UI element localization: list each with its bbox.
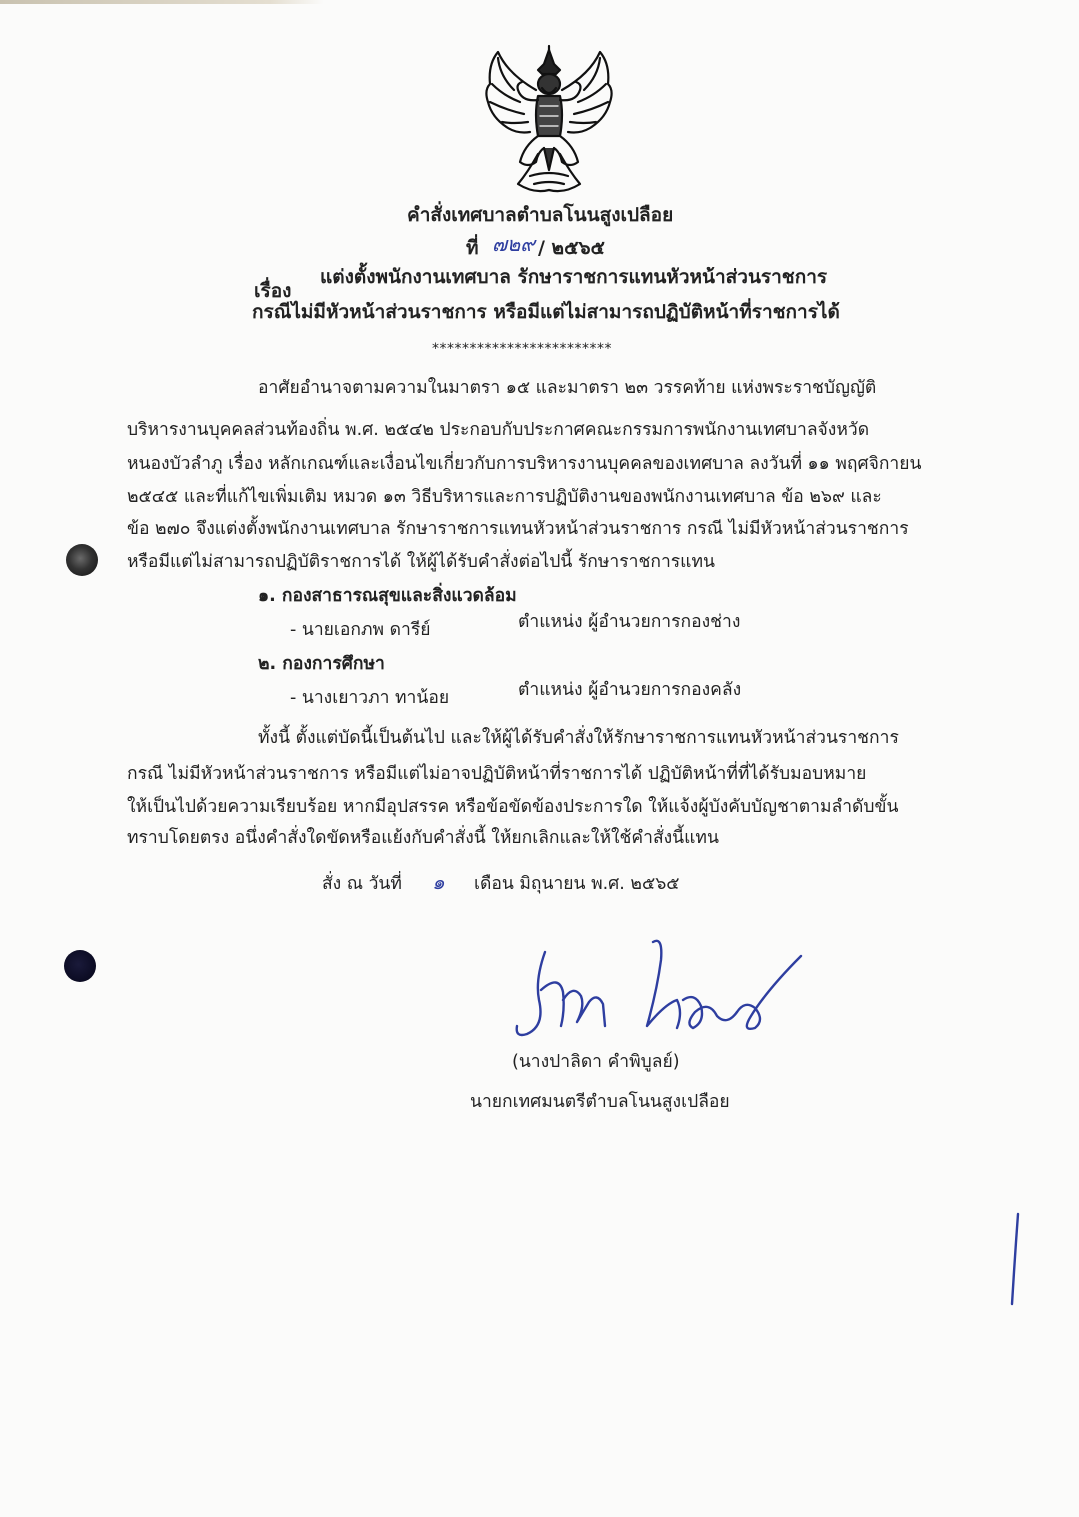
item-heading: ๒. กองการศึกษา	[258, 654, 385, 674]
date-month-year: เดือน มิถุนายน พ.ศ. ๒๕๖๕	[474, 874, 680, 894]
order-number-suffix: / ๒๕๖๕	[538, 237, 605, 259]
para2-line: ให้เป็นไปด้วยความเรียบร้อย หากมีอุปสรรค หรือข้อขัดข้องประการใด ให้แจ้งผู้บังคับบัญชาตามลำดับขั้น	[127, 797, 899, 817]
item-position: ตำแหน่ง ผู้อำนวยการกองช่าง	[518, 612, 741, 632]
subject-label: เรื่อง	[254, 280, 292, 302]
scan-edge	[0, 0, 1079, 4]
order-number-prefix: ที่	[466, 237, 479, 259]
garuda-emblem	[478, 44, 620, 196]
para1-line: หนองบัวลำภู เรื่อง หลักเกณฑ์และเงื่อนไขเกี่ยวกับการบริหารงานบุคคลของเทศบาล ลงวันที่ ๑๑ พฤศจิกายน	[127, 454, 922, 474]
signatory-name: (นางปาลิดา คำพิบูลย์)	[512, 1052, 680, 1072]
para2-line: ทราบโดยตรง อนึ่งคำสั่งใดขัดหรือแย้งกับคำสั่งนี้ ให้ยกเลิกและให้ใช้คำสั่งนี้แทน	[127, 828, 719, 848]
para2-line: กรณี ไม่มีหัวหน้าส่วนราชการ หรือมีแต่ไม่อาจปฏิบัติหน้าที่ราชการได้ ปฏิบัติหน้าที่ที่ได้รับมอบหมาย	[127, 764, 867, 784]
order-number-handwritten: ๗๒๙	[492, 232, 535, 256]
subject-line-1: แต่งตั้งพนักงานเทศบาล รักษาราชการแทนหัวหน้าส่วนราชการ	[320, 266, 828, 288]
item-person: - นางเยาวภา ทาน้อย	[290, 688, 450, 708]
pen-mark	[1008, 1212, 1022, 1306]
para2-line: ทั้งนี้ ตั้งแต่บัดนี้เป็นต้นไป และให้ผู้ได้รับคำสั่งให้รักษาราชการแทนหัวหน้าส่วนราชการ	[258, 728, 899, 748]
para1-line: ข้อ ๒๗๐ จึงแต่งตั้งพนักงานเทศบาล รักษาราชการแทนหัวหน้าส่วนราชการ กรณี ไม่มีหัวหน้าส่วนราชการ	[127, 519, 909, 539]
item-person: - นายเอกภพ ดารีย์	[290, 620, 431, 640]
para1-line: บริหารงานบุคคลส่วนท้องถิ่น พ.ศ. ๒๕๔๒ ประกอบกับประกาศคณะกรรมการพนักงานเทศบาลจังหวัด	[127, 420, 870, 440]
item-position: ตำแหน่ง ผู้อำนวยการกองคลัง	[518, 680, 742, 700]
punch-hole	[66, 544, 98, 576]
para1-line: หรือมีแต่ไม่สามารถปฏิบัติราชการได้ ให้ผู้ได้รับคำสั่งต่อไปนี้ รักษาราชการแทน	[127, 552, 715, 572]
order-title: คำสั่งเทศบาลตำบลโนนสูงเปลือย	[407, 204, 674, 226]
date-prefix: สั่ง ณ วันที่	[322, 874, 402, 894]
para1-line: ๒๕๔๕ และที่แก้ไขเพิ่มเติม หมวด ๑๓ วิธีบริหารและการปฏิบัติงานของพนักงานเทศบาล ข้อ ๒๖๙ และ	[127, 487, 882, 507]
punch-hole	[64, 950, 96, 982]
subject-line-2: กรณีไม่มีหัวหน้าส่วนราชการ หรือมีแต่ไม่สามารถปฏิบัติหน้าที่ราชการได้	[252, 301, 840, 323]
signature	[505, 930, 805, 1050]
date-day-handwritten: ๑	[432, 870, 445, 894]
para1-line: อาศัยอำนาจตามความในมาตรา ๑๕ และมาตรา ๒๓ วรรคท้าย แห่งพระราชบัญญัติ	[258, 378, 877, 398]
signatory-title: นายกเทศมนตรีตำบลโนนสูงเปลือย	[470, 1092, 730, 1112]
item-heading: ๑. กองสาธารณสุขและสิ่งแวดล้อม	[258, 586, 517, 606]
divider-stars: ************************	[432, 341, 612, 357]
